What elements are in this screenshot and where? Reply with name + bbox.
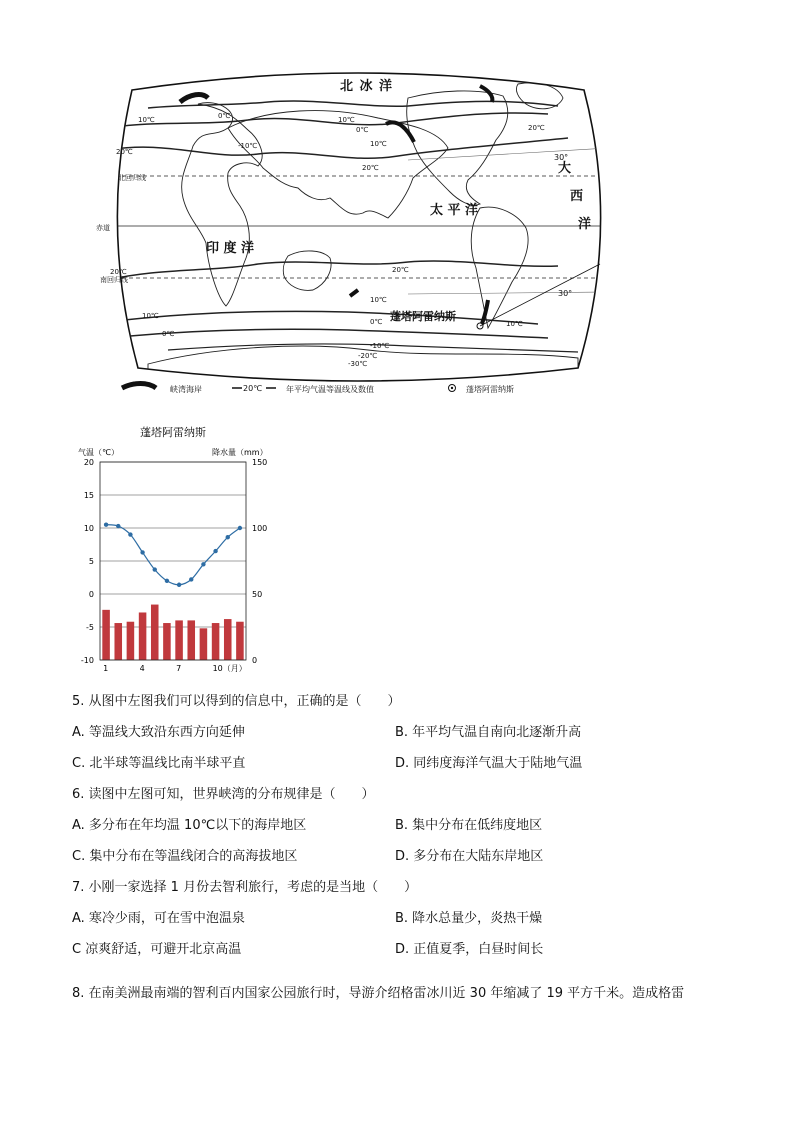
question-6-option-b: B. 集中分布在低纬度地区 <box>395 818 543 833</box>
question-7-option-d: D. 正值夏季，白昼时间长 <box>395 942 544 957</box>
question-5-option-b: B. 年平均气温自南向北逐渐升高 <box>395 725 582 740</box>
y-tick-left: 15 <box>83 491 94 500</box>
isotherm-label: 0℃ <box>356 126 369 134</box>
question-6-option-a: A. 多分布在年均温 10℃以下的海岸地区 <box>72 818 307 833</box>
precip-bar <box>139 612 147 660</box>
y-tick-left: 20 <box>83 458 94 467</box>
isotherm-label: 20℃ <box>116 148 133 156</box>
precip-bar <box>200 628 208 660</box>
y-tick-right: 150 <box>252 458 268 467</box>
isotherm-label: -20℃ <box>358 352 378 360</box>
legend-isotherm-value: 20℃ <box>243 384 263 393</box>
temperature-point <box>153 567 157 571</box>
temperature-point <box>128 532 132 536</box>
map-frame <box>117 73 600 381</box>
precip-bar <box>224 619 232 660</box>
y-tick-left: -5 <box>86 623 94 632</box>
question-5-option-c: C. 北半球等温线比南半球平直 <box>72 756 246 771</box>
x-tick-label: 10（月） <box>212 664 247 673</box>
question-7-option-a: A. 寒冷少雨，可在雪中泡温泉 <box>72 911 245 926</box>
temperature-point <box>226 535 230 539</box>
question-6-stem: 6. 读图中左图可知，世界峡湾的分布规律是（ ） <box>72 787 375 802</box>
y-tick-right: 50 <box>252 590 263 599</box>
precip-bar <box>236 622 244 660</box>
isotherm-label: 10℃ <box>138 116 155 124</box>
chart-ylabel-right: 降水量（mm） <box>212 448 268 457</box>
label-indian-ocean: 印 度 洋 <box>206 241 255 256</box>
y-tick-left: 5 <box>88 557 94 566</box>
temperature-point <box>104 523 108 527</box>
y-tick-right: 0 <box>252 656 258 665</box>
temperature-point <box>140 550 144 554</box>
legend-fjord-symbol <box>122 384 156 389</box>
isotherm-label: 0℃ <box>218 112 231 120</box>
isotherm-label: 20℃ <box>362 164 379 172</box>
x-tick-label: 4 <box>139 664 145 673</box>
y-tick-left: 10 <box>83 524 94 533</box>
question-5-stem: 5. 从图中左图我们可以得到的信息中，正确的是（ ） <box>72 694 401 709</box>
label-equator: 赤道 <box>96 224 110 232</box>
chart-title: 蓬塔阿雷纳斯 <box>140 426 206 439</box>
label-pacific-ocean: 太 平 洋 <box>430 203 479 218</box>
temperature-line <box>106 525 240 585</box>
precip-bar <box>102 610 110 660</box>
climate-chart <box>70 422 280 680</box>
label-atlantic-1: 大 <box>558 161 572 176</box>
precip-bar <box>212 623 220 660</box>
isotherm-label: 0℃ <box>162 330 175 338</box>
label-atlantic-2: 西 <box>570 189 584 204</box>
chart-ylabel-left: 气温（℃） <box>78 448 119 457</box>
legend-city-dot <box>451 387 453 389</box>
question-6-option-c: C. 集中分布在等温线闭合的高海拔地区 <box>72 849 298 864</box>
question-7-option-c: C 凉爽舒适，可避开北京高温 <box>72 942 242 957</box>
isotherm-label: -30℃ <box>348 360 368 368</box>
temperature-point <box>177 583 181 587</box>
question-7-stem: 7. 小刚一家选择 1 月份去智利旅行，考虑的是当地（ ） <box>72 880 418 895</box>
temperature-point <box>165 579 169 583</box>
isotherm-label: 10℃ <box>370 296 387 304</box>
temperature-point <box>189 577 193 581</box>
temperature-point <box>213 549 217 553</box>
world-isotherm-map <box>96 68 608 404</box>
precip-bar <box>114 623 122 660</box>
y-tick-left: -10 <box>80 656 94 665</box>
label-arctic-ocean: 北 冰 洋 <box>340 79 394 94</box>
question-6-option-d: D. 多分布在大陆东岸地区 <box>395 849 544 864</box>
label-lat-30n: 30° <box>554 153 569 162</box>
precip-bar <box>175 620 183 660</box>
isotherm-label: 10℃ <box>142 312 159 320</box>
precip-bar <box>151 605 159 660</box>
isotherm-label: 10℃ <box>506 320 523 328</box>
question-7-option-b: B. 降水总量少，炎热干燥 <box>395 911 543 926</box>
precip-bar <box>163 623 171 660</box>
temperature-point <box>238 526 242 530</box>
isotherm-label: 20℃ <box>110 268 127 276</box>
isotherm-label: 0℃ <box>370 318 383 326</box>
isotherm-label: -10℃ <box>370 342 390 350</box>
y-tick-right: 100 <box>252 524 268 533</box>
question-5-option-d: D. 同纬度海洋气温大于陆地气温 <box>395 756 583 771</box>
label-lat-30s: 30° <box>558 289 573 298</box>
isotherm-label: 20℃ <box>392 266 409 274</box>
legend-fjord-label: 峡湾海岸 <box>170 385 202 394</box>
legend-city-label: 蓬塔阿雷纳斯 <box>466 385 514 394</box>
question-8-stem: 8. 在南美洲最南端的智利百内国家公园旅行时，导游介绍格雷冰川近 30 年缩减了 19 平方千米。造成格雷 <box>72 986 685 1001</box>
label-atlantic-3: 洋 <box>578 217 592 232</box>
isotherm-label: 10℃ <box>338 116 355 124</box>
label-tropic-cancer: 北回归线 <box>118 174 146 182</box>
legend-isotherm-label: 年平均气温等温线及数值 <box>286 385 374 394</box>
isotherm-label: -10℃ <box>238 142 258 150</box>
question-5-option-a: A. 等温线大致沿东西方向延伸 <box>72 725 245 740</box>
isotherm-label: 20℃ <box>528 124 545 132</box>
precip-bar <box>187 620 195 660</box>
y-tick-left: 0 <box>88 590 94 599</box>
label-tropic-capricorn: 南回归线 <box>100 276 128 284</box>
x-tick-label: 1 <box>103 664 109 673</box>
place-label-punta-arenas: 蓬塔阿雷纳斯 <box>390 310 456 323</box>
temperature-point <box>201 562 205 566</box>
temperature-point <box>116 524 120 528</box>
precip-bar <box>127 622 135 660</box>
x-tick-label: 7 <box>176 664 182 673</box>
map-legend <box>122 384 514 395</box>
isotherm-label: 10℃ <box>370 140 387 148</box>
